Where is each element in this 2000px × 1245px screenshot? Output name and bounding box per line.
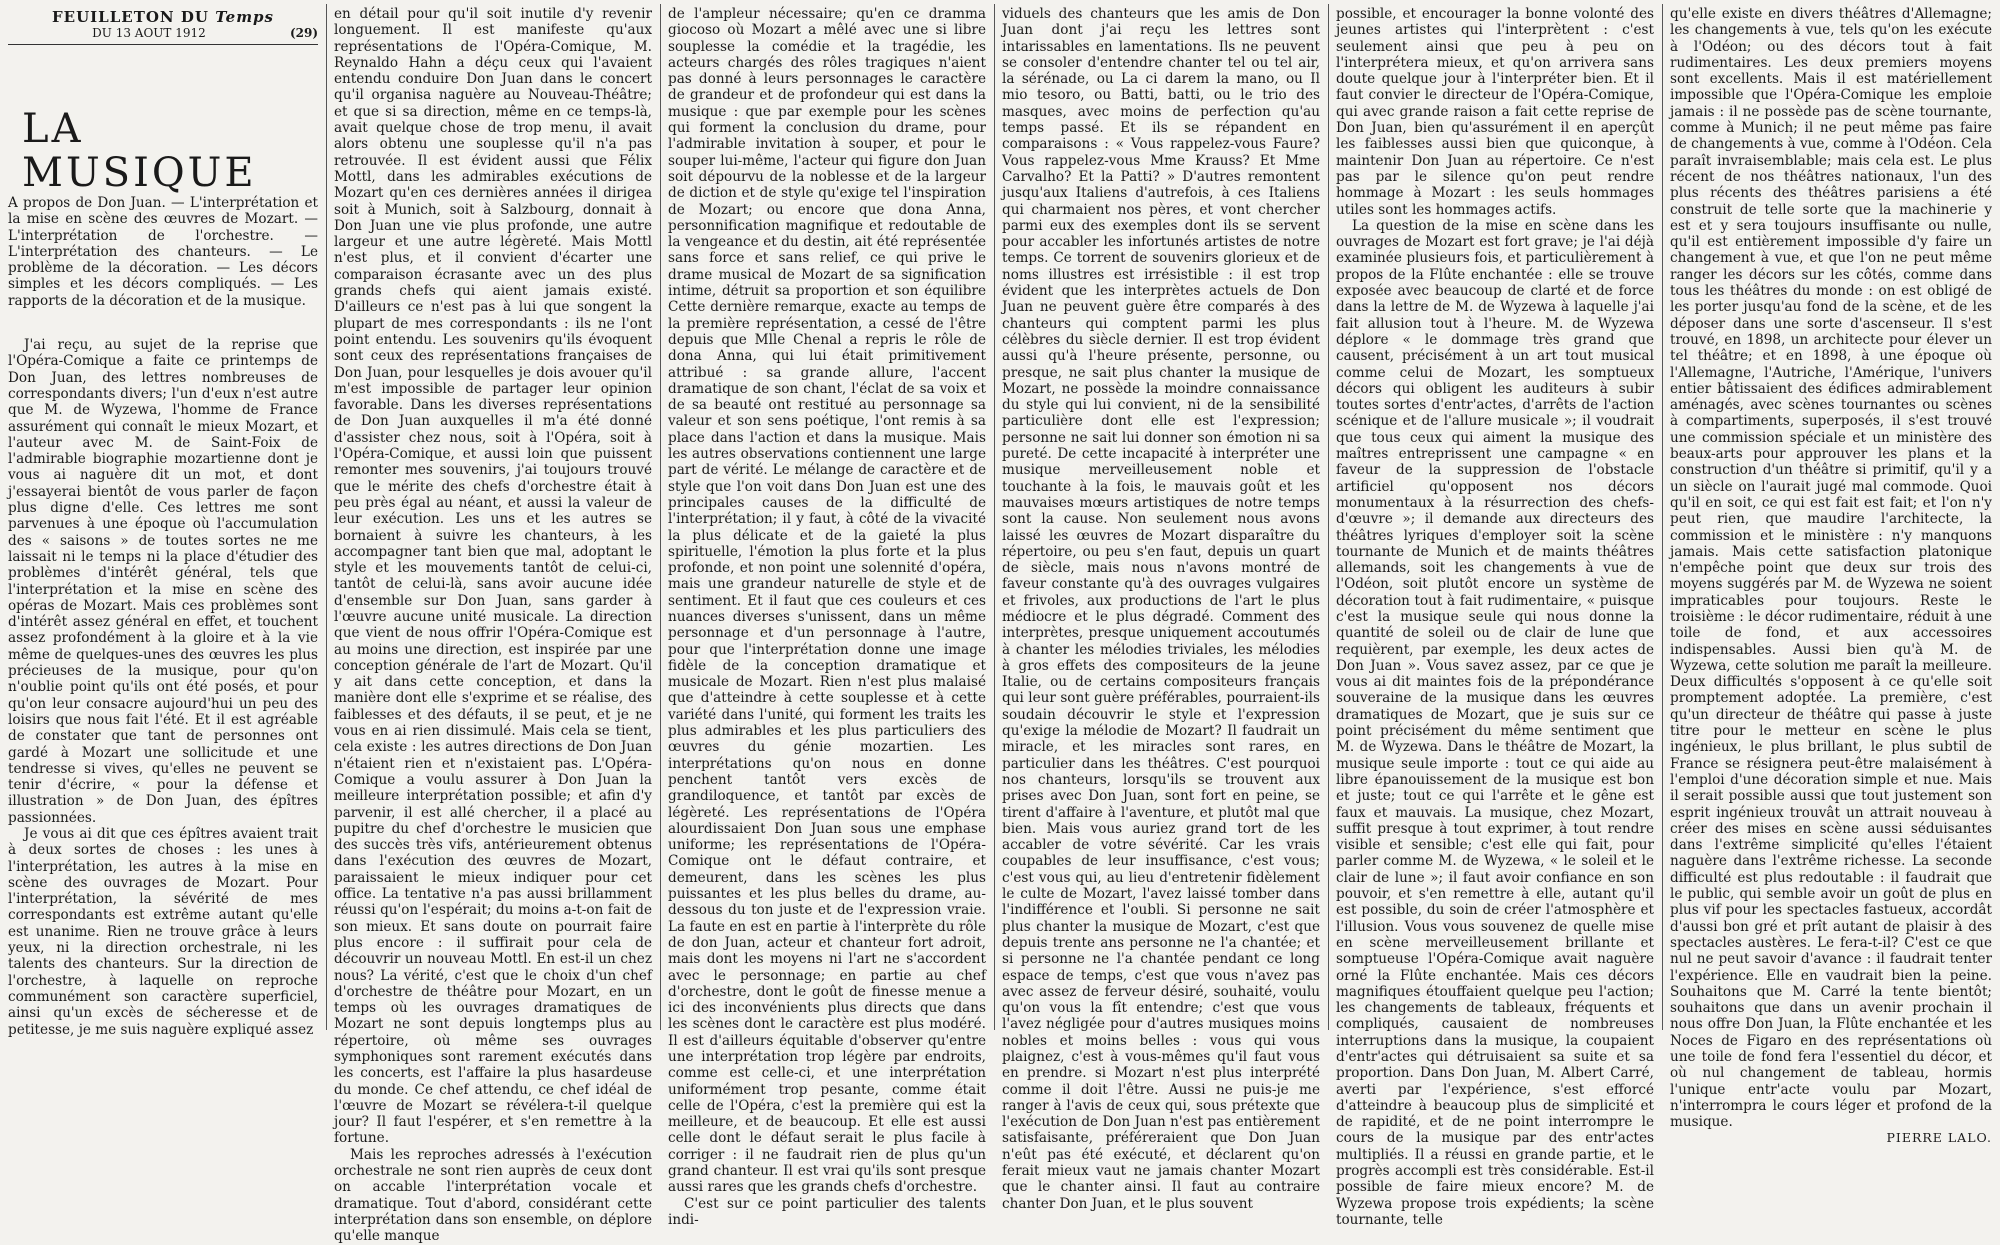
masthead-paper: Temps: [215, 8, 274, 26]
column-rule: [1328, 4, 1329, 1030]
column-6: [1670, 6, 1992, 1146]
paragraph: qu'elle existe en divers théâtres d'Allemagne; les changements à vue, tels qu'on les exécute à l'Odéon; ou des décors tout à fait rudimentaires. Les deux premiers moyens sont excellents. Mais il est matériellement impossible que l'Opéra-Comique les emploie jamais : il ne possède pas de scène tournante, comme à Munich; il ne peut même pas faire de changements à vue, comme à l'Odéon. Cela paraît invraisemblable; mais cela est. Le plus récent de nos théâtres nationaux, l'un des plus récents des théâtres parisiens a été construit de telle sorte que la machinerie y est et y sera toujours insuffisante ou nulle, qu'il est entièrement impossible d'y faire un changement à vue, et que l'on ne peut même ranger les décors sur les côtés, comme dans tous les théâtres du monde : on est obligé de les porter jusqu'au fond de la scène, et de les déposer dans une sorte d'ascenseur. Il s'est trouvé, en 1898, un architecte pour élever un tel théâtre; et en 1898, à une époque où l'Allemagne, l'Autriche, l'Amérique, l'univers entier bâtissaient des édifices admirablement aménagés, avec scènes tournantes ou scènes à compartiments, superposés, il s'est trouvé une commission spéciale et un ministère des beaux-arts pour approuver les plans et la construction d'un théâtre si primitif, qu'il y a un siècle on l'aurait jugé mal commode. Quoi qu'il en soit, ce qui est fait est fait; et l'on n'y peut rien, que maudire l'architecte, la commission et le ministère : n'y manquons jamais. Mais cette satisfaction platonique n'empêche point que deux sur trois des moyens suggérés par M. de Wyzewa ne soient impraticables pour toujours. Reste le troisième : le décor rudimentaire, réduit à une toile de fond, et aux accessoires indispensables. Aussi bien qu'à M. de Wyzewa, cette solution me paraît la meilleure. Deux difficultés s'opposent à ce qu'elle soit promptement adoptée. La première, c'est qu'un directeur de théâtre qui passe à juste titre pour le metteur en scène le plus ingénieux, le plus brillant, le plus subtil de France se résignera peut-être malaisément à l'emploi d'une décoration simple et nue. Mais il serait possible aussi que tout justement son esprit ingénieux trouvât un attrait nouveau à créer des mises en scène aussi séduisantes dans l'extrême simplicité qu'elles l'étaient naguère dans l'extrême richesse. La seconde difficulté est plus redoutable : il faudrait que le public, qui semble avoir un goût de plus en plus vif pour les spectacles fastueux, accordât d'aussi bon gré et prît autant de plaisir à des spectacles austères. Le fera-t-il? C'est ce que nul ne peut savoir d'avance : il faudrait tenter l'expérience. Elle en vaudrait bien la peine. Souhaitons que M. Carré la tente bientôt; souhaitons que dans un avenir prochain il nous offre Don Juan, la Flûte enchantée et les Noces de Figaro en des représentations où une toile de fond fera l'essentiel du décor, et où nul changement de tableau, hormis l'unique entr'acte voulu par Mozart, n'interrompra le cours léger et profond de la musique.: [1670, 6, 1992, 1131]
paragraph: de l'ampleur nécessaire; qu'en ce dramma giocoso où Mozart a mêlé avec une si libre souplesse la comédie et la tragédie, les acteurs chargés des rôles tragiques n'aient pas donné à leurs personnages le caractère de grandeur et de profondeur qui est dans la musique : que par exemple pour les scènes qui forment la conclusion du drame, pour l'admirable invitation à souper, et pour le souper lui-même, l'acteur qui figure don Juan soit dépourvu de la noblesse et de la largeur de diction et de style qu'exige tel l'inspiration de Mozart; ou encore que dona Anna, personnification magnifique et redoutable de la vengeance et du destin, ait été représentée sans force et sans relief, ce qui prive le drame musical de Mozart de sa signification intime, détruit sa proportion et son équilibre Cette dernière remarque, exacte au temps de la première représentation, a cessé de l'être depuis que Mlle Chenal a repris le rôle de dona Anna, qui lui était primitivement attribué : sa grande allure, l'accent dramatique de son chant, l'éclat de sa voix et de sa beauté ont restitué au personnage sa valeur et son sens poétique, l'ont remis à sa place dans l'action et dans la musique. Mais les autres observations contiennent une large part de vérité. Le mélange de caractère et de style que l'on voit dans Don Juan est une des principales causes de la difficulté de l'interprétation; il y faut, à côté de la vivacité la plus délicate et de la gaieté la plus spirituelle, l'émotion la plus forte et la plus profonde, et non point une solennité d'opéra, mais une grandeur naturelle de style et de sentiment. Et il faut que ces couleurs et ces nuances diverses s'unissent, dans un même personnage et d'un personnage à l'autre, pour que l'interprétation donne une image fidèle de la conception dramatique et musicale de Mozart. Rien n'est plus malaisé que d'atteindre à cette souplesse et à cette variété dans l'unité, qui forment les traits les plus admirables et les plus particuliers des œuvres du génie mozartien. Les interprétations qu'on nous en donne penchent tantôt vers excès de grandiloquence, et tantôt par excès de légèreté. Les représentations de l'Opéra alourdissaient Don Juan sous une emphase uniforme; les représentations de l'Opéra-Comique ont le défaut contraire, et demeurent, dans les scènes les plus puissantes et les plus belles du drame, au-dessous du ton juste et de l'expression vraie. La faute en est en partie à l'interprète du rôle de don Juan, acteur et chanteur fort adroit, mais dont les moyens ni l'art ne s'accordent avec le personnage; en partie au chef d'orchestre, dont le goût de finesse menue a ici des inconvénients plus directs que dans les scènes dont le caractère est plus modéré. Il est d'ailleurs équitable d'observer qu'entre une interprétation trop légère par endroits, comme est celle-ci, et une interprétation uniformément trop pesante, comme était celle de l'Opéra, c'est la première qui est la meilleure, et de beaucoup. Et elle est aussi celle dont le défaut serait le plus facile à corriger : il ne faudrait rien de plus qu'un grand chanteur. Il est vrai qu'ils sont presque aussi rares que les grands chefs d'orchestre.: [668, 6, 986, 1196]
paragraph: possible, et encourager la bonne volonté des jeunes artistes qui l'interprètent : c'est seulement ainsi que peu à peu on l'interprétera mieux, et qu'on arrivera sans doute quelque jour à l'interpréter bien. Et il faut convier le directeur de l'Opéra-Comique, qui avec grande raison a fait cette reprise de Don Juan, bien qu'assurément il en aperçût les faiblesses aussi bien que quiconque, à maintenir Don Juan au répertoire. Ce n'est pas par le silence qu'on peut rendre hommage à Mozart : les seuls hommages utiles sont les hommages actifs.: [1336, 6, 1654, 218]
issue-number: (29): [289, 26, 318, 40]
masthead: [8, 8, 318, 26]
column-rule: [660, 4, 661, 1030]
dateline: [8, 26, 318, 40]
column-4: [1002, 6, 1320, 1212]
masthead-feuilleton: FEUILLETON DU: [52, 8, 209, 26]
column-rule: [326, 4, 327, 1030]
paragraph: C'est sur ce point particulier des talents indi-: [668, 1195, 986, 1228]
column-5: [1336, 6, 1654, 1228]
paragraph: J'ai reçu, au sujet de la reprise que l'Opéra-Comique a faite ce printemps de Don Juan, des lettres nombreuses de correspondants divers; l'un d'eux n'est autre que M. de Wyzewa, l'homme de France assurément qui connaît le mieux Mozart, et l'auteur avec M. de Saint-Foix de l'admirable biographie mozartienne dont je vous ai naguère dit un mot, et dont j'essayerai bientôt de vous parler de façon plus digne d'elle. Ces lettres me sont parvenues à une époque où l'accumulation des « saisons » de toutes sortes ne me laissait ni le temps ni la place d'étudier des problèmes d'intérêt général, tels que l'interprétation et la mise en scène des opéras de Mozart. Mais ces problèmes sont d'intérêt assez général en effet, et touchent assez profondément à la gloire et à la vie même de quelques-unes des œuvres les plus précieuses de la musique, pour qu'on n'oublie point qu'ils ont été posés, et pour qu'on leur consacre aujourd'hui un peu des loisirs que nous fait l'été. Et il est agréable de constater que tant de personnes ont gardé à Mozart une sollicitude et une tendresse si vives, qu'elles ne peuvent se tenir d'écrire, « pour la défense et illustration » de Don Juan, des épîtres passionnées.: [8, 337, 318, 826]
author-signature: PIERRE LALO.: [1886, 1130, 1992, 1146]
article-title: LA MUSIQUE: [22, 106, 257, 196]
spacer: [8, 309, 318, 337]
paragraph: La question de la mise en scène dans les ouvrages de Mozart est fort grave; je l'ai déjà examinée plusieurs fois, et particulièrement à propos de la Flûte enchantée : elle se trouve exposée avec beaucoup de clarté et de force dans la lettre de M. de Wyzewa à laquelle j'ai fait allusion tout à l'heure. M. de Wyzewa déplore « le dommage très grand que causent, précisément à un art tout musical comme celui de Mozart, les somptueux décors qui obligent les auditeurs à subir toutes sortes d'entr'actes, d'arrêts de l'action scénique et de l'allure musicale »; il voudrait que tous ceux qui aiment la musique des maîtres entreprissent une campagne « en faveur de la suppression de l'obstacle artificiel qu'opposent nos décors monumentaux à la résurrection des chefs-d'œuvre »; il demande aux directeurs des théâtres lyriques d'employer soit la scène tournante de Munich et de maints théâtres allemands, soit les changements à vue de l'Odéon, soit plutôt encore un système de décoration tout à fait rudimentaire, « puisque c'est la musique seule qui nous donne la quantité de soleil ou de clair de lune que requièrent, par exemple, les deux actes de Don Juan ». Vous savez assez, par ce que je vous ai dit maintes fois de la prépondérance souveraine de la musique dans les œuvres dramatiques de Mozart, que je suis sur ce point précisément du même sentiment que M. de Wyzewa. Dans le théâtre de Mozart, la musique seule importe : tout ce qui aide au libre épanouissement de la musique est bon et juste; tout ce qui l'arrête et le gêne est faux et mauvais. La musique, chez Mozart, suffit presque à tout exprimer, à tout rendre visible et sensible; c'est elle qui fait, pour parler comme M. de Wyzewa, « le soleil et le clair de lune »; il faut avoir confiance en son pouvoir, et s'en remettre à elle, autant qu'il est possible, du soin de créer l'atmosphère et l'illusion. Vous vous souvenez de quelle mise en scène merveilleusement brillante et somptueuse l'Opéra-Comique avait naguère orné la Flûte enchantée. Mais ces décors magnifiques étouffaient quelque peu l'action; les changements de tableaux, fréquents et compliqués, causaient de nombreuses interruptions dans la musique, la coupaient d'entr'actes qui détruisaient sa suite et sa proportion. Dans Don Juan, M. Albert Carré, averti par l'expérience, s'est efforcé d'atteindre à beaucoup plus de simplicité et de rapidité, et de ne point interrompre le cours de la musique par des entr'actes multipliés. Il a réussi en grande partie, et le progrès accompli est très considérable. Est-il possible de faire mieux encore? M. de Wyzewa propose trois expédients; la scène tournante, telle: [1336, 217, 1654, 1228]
masthead-divider: [8, 44, 318, 45]
column-rule: [1662, 4, 1663, 1030]
column-1: [8, 6, 318, 1038]
column-2: [334, 6, 652, 1245]
column-3: [668, 6, 986, 1228]
paragraph: Mais les reproches adressés à l'exécution orchestrale ne sont rien auprès de ceux dont on accable l'interprétation vocale et dramatique. Tout d'abord, considérant cette interprétation dans son ensemble, on déplore qu'elle manque: [334, 1146, 652, 1245]
masthead-date: DU 13 AOUT 1912: [92, 26, 206, 40]
column-rule: [994, 4, 995, 1030]
paragraph: Je vous ai dit que ces épîtres avaient trait à deux sortes de choses : les unes à l'interprétation, les autres à la mise en scène des ouvrages de Mozart. Pour l'interprétation, la sévérité de mes correspondants est extrême autant qu'elle est unanime. Rien ne trouve grâce à leurs yeux, ni la direction orchestrale, ni les talents des chanteurs. Sur la direction de l'orchestre, à laquelle on reproche communément son caractère superficiel, ainsi qu'un excès de sécheresse et de petitesse, je me suis naguère expliqué assez: [8, 825, 318, 1038]
paragraph: viduels des chanteurs que les amis de Don Juan dont j'ai reçu les lettres sont intarissables en lamentations. Ils ne peuvent se consoler d'entendre chanter tel ou tel air, la sérénade, ou La ci darem la mano, ou Il mio tesoro, ou Batti, batti, ou le trio des masques, avec moins de perfection qu'au temps passé. Et ils se répandent en comparaisons : « Vous rappelez-vous Faure? Vous rappelez-vous Mme Krauss? Et Mme Carvalho? Et la Patti? » D'autres remontent jusqu'aux Italiens d'autrefois, à ces Italiens qui charmaient nos pères, et vont chercher parmi eux des exemples dont ils se servent pour accabler les infortunés artistes de notre temps. Ce torrent de souvenirs glorieux et de noms illustres est irrésistible : il est trop évident que les interprètes actuels de Don Juan ne peuvent guère être comparés à des chanteurs qui comptent parmi les plus célèbres du siècle dernier. Il est trop évident aussi qu'à l'heure présente, personne, ou presque, ne sait plus chanter la musique de Mozart, ne possède la moindre connaissance du style qui lui convient, ni de la sensibilité particulière dont elle est l'expression; personne ne sait lui donner son émotion ni sa pureté. De cette incapacité à interpréter une musique merveilleusement noble et touchante à la fois, le mauvais goût et les mauvaises mœurs artistiques de notre temps sont la cause. Non seulement nous avons laissé les œuvres de Mozart disparaître du répertoire, ou peu s'en faut, depuis un quart de siècle, mais nous n'avons montré de faveur constante qu'à des ouvrages vulgaires et frivoles, aux productions de l'art le plus médiocre et le plus dégradé. Comment des interprètes, presque uniquement accoutumés à chanter les mélodies triviales, les mélodies à gros effets des compositeurs de la jeune Italie, ou de certains compositeurs français qui leur sont guère préférables, pourraient-ils soudain découvrir le style et l'expression qu'exige la mélodie de Mozart? Il faudrait un miracle, et les miracles sont rares, en particulier dans les théâtres. C'est pourquoi nos chanteurs, lorsqu'ils se trouvent aux prises avec Don Juan, sont fort en peine, se tirent d'affaire à l'aventure, et plutôt mal que bien. Mais vous auriez grand tort de les accabler de votre sévérité. Car les vrais coupables de leur insuffisance, c'est vous; c'est vous qui, au lieu d'entretenir fidèlement le culte de Mozart, l'avez laissé tomber dans l'indifférence et l'oubli. Si personne ne sait plus chanter la musique de Mozart, c'est que depuis trente ans personne ne l'a chantée; et si personne ne l'a chantée pendant ce long espace de temps, c'est que vous n'avez pas avec assez de ferveur désiré, souhaité, voulu qu'on vous la fît entendre; c'est que vous l'avez négligée pour d'autres musiques moins nobles et moins belles : vous qui vous plaignez, c'est à vous-mêmes qu'il faut vous en prendre. si Mozart n'est plus interprété comme il doit l'être. Aussi ne puis-je me ranger à l'avis de ceux qui, sous prétexte que l'exécution de Don Juan n'est pas entièrement satisfaisante, préféreraient que Don Juan n'eût pas été exécuté, et déclarent qu'on ferait mieux vaut ne jamais chanter Mozart que le chanter ainsi. Il faut au contraire chanter Don Juan, et le plus souvent: [1002, 6, 1320, 1212]
paragraph: en détail pour qu'il soit inutile d'y revenir longuement. Il est manifeste qu'aux représentations de l'Opéra-Comique, M. Reynaldo Hahn a déçu ceux qui l'avaient entendu conduire Don Juan dans le concert qu'il organisa naguère au Nouveau-Théâtre; et que si sa direction, même en ce temps-là, avait quelque chose de trop menu, il avait alors obtenu une souplesse qu'il n'a pas retrouvée. Il est évident aussi que Félix Mottl, dans les admirables exécutions de Mozart qu'en ces dernières années il dirigea soit à Munich, soit à Salzbourg, donnait à Don Juan une vie plus profonde, une autre largeur et une autre légèreté. Mais Mottl n'est plus, et il convient d'écarter une comparaison écrasante avec un des plus grands chefs qui aient jamais existé. D'ailleurs ce n'est pas à lui que songent la plupart de mes correspondants : ils ne l'ont point entendu. Les souvenirs qu'ils évoquent sont ceux des représentations françaises de Don Juan, pour lesquelles je dois avouer qu'il m'est impossible de partager leur opinion favorable. Dans les diverses représentations de Don Juan auxquelles il m'a été donné d'assister chez nous, soit à l'Opéra, soit à l'Opéra-Comique, et aussi loin que puissent remonter mes souvenirs, j'ai toujours trouvé que le mérite des chefs d'orchestre était à peu près égal au néant, et aussi la valeur de leur exécution. Les uns et les autres se bornaient à suivre les chanteurs, à les accompagner tant bien que mal, adoptant le style et les mouvements tantôt de celui-ci, tantôt de celui-là, sans avoir aucune idée d'ensemble sur Don Juan, sans garder à l'œuvre aucune unité musicale. La direction que vient de nous offrir l'Opéra-Comique est au moins une direction, est inspirée par une conception générale de l'art de Mozart. Qu'il y ait dans cette conception, et dans la manière dont elle s'exprime et se réalise, des faiblesses et des défauts, il se peut, et je ne vous en ai rien dissimulé. Mais cela se tient, cela existe : les autres directions de Don Juan n'étaient rien et n'existaient pas. L'Opéra-Comique a voulu assurer à Don Juan la meilleure interprétation possible; et afin d'y parvenir, il est allé chercher, il a placé au pupitre du chef d'orchestre le musicien que des succès très vifs, antérieurement obtenus dans l'exécution des œuvres de Mozart, paraissaient le mieux indiquer pour cet office. La tentative n'a pas aussi brillamment réussi qu'on l'espérait; du moins a-t-on fait de son mieux. Et sans doute on pourrait faire plus encore : il suffirait pour cela de découvrir un nouveau Mottl. En est-il un chez nous? La vérité, c'est que le choix d'un chef d'orchestre de théâtre pour Mozart, en un temps où les ouvrages dramatiques de Mozart ne sont depuis longtemps plus au répertoire, où même ses ouvrages symphoniques sont rarement exécutés dans les concerts, est l'affaire la plus hasardeuse du monde. Ce chef attendu, ce chef idéal de l'œuvre de Mozart se révélera-t-il quelque jour? Il faut l'espérer, et s'en remettre à la fortune.: [334, 6, 652, 1147]
article-summary: A propos de Don Juan. — L'interprétation et la mise en scène des œuvres de Mozart. — L'interprétation de l'orchestre. — L'interprétation des chanteurs. — Le problème de la décoration. — Les décors simples et les décors compliqués. — Les rapports de la décoration et de la musique.: [8, 195, 318, 309]
